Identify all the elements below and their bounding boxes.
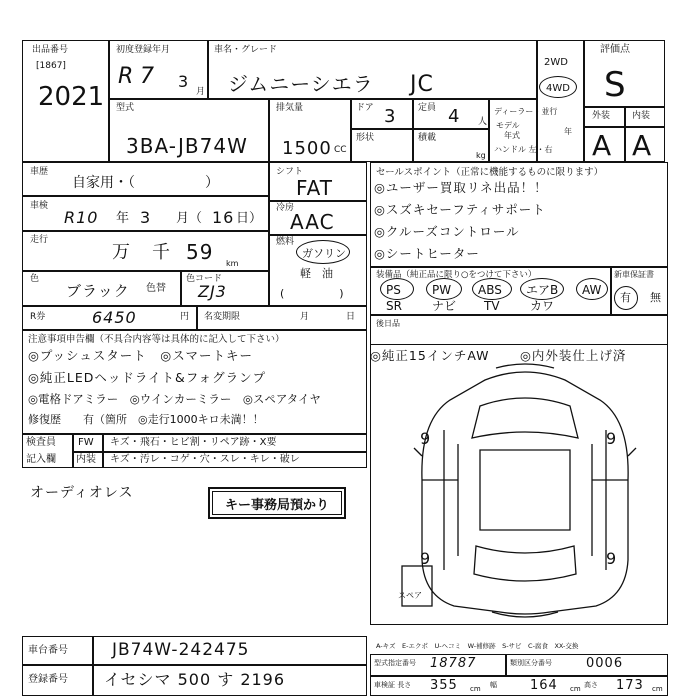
header-frame: [22, 40, 665, 162]
drive-2wd: 2WD: [544, 57, 568, 68]
equip-sr: SR: [386, 299, 402, 313]
drive-4wd: 4WD: [546, 83, 570, 94]
length-unit: cm: [470, 685, 481, 693]
insp-day: 16: [212, 208, 235, 227]
lot-sub: [1867]: [36, 61, 66, 71]
equip-abs-circle: [472, 278, 512, 300]
height-unit: cm: [652, 685, 663, 693]
sales-point-1: ◎ユーザー買取リネ出品！！: [374, 180, 548, 195]
fw-label: FW: [78, 437, 94, 448]
remark-audioless: オーディオレス: [30, 485, 134, 501]
form-number: 18787: [430, 656, 477, 671]
tire-mark-rear-right: 9: [606, 549, 617, 568]
lot-label: 出品番号: [32, 45, 69, 55]
notes-line-3: ◎電格ドアミラー ◎ウインカーミラー ◎スペアタイヤ: [28, 392, 321, 406]
recycle-label: R券: [30, 312, 46, 322]
equip-abs: ABS: [478, 283, 502, 297]
notes-line-4: 修復歴 有（箇所 ◎走行1000キロ未満！！: [28, 413, 264, 426]
insp-nen: 年: [116, 211, 130, 226]
color-code: ZJ3: [198, 282, 227, 301]
name-change-day: 日: [346, 312, 356, 322]
in-text: キズ・汚レ・コゲ・穴・スレ・キレ・破レ: [110, 454, 300, 465]
notes-heading: 注意事項申告欄（不具合内容等は具体的に記入して下さい）: [28, 334, 285, 345]
fuel: ガソリン: [302, 247, 346, 260]
sales-point-4: ◎シートヒーター: [374, 246, 480, 261]
exterior-grade: A: [592, 129, 613, 162]
color: ブラック: [66, 282, 130, 300]
height-label: 高さ: [584, 681, 598, 689]
inspection-label: 車検: [30, 201, 49, 211]
doors: 3: [384, 106, 397, 127]
notes-line-1: ◎プッシュスタート ◎スマートキー: [28, 348, 253, 363]
fw-text: キズ・飛石・ヒビ割・リペア跡・X要: [110, 437, 277, 448]
first-reg-month: 3: [178, 72, 190, 91]
month-label: 月: [196, 87, 206, 97]
displacement: 1500: [282, 138, 332, 159]
yen-unit: 円: [180, 312, 190, 322]
insp-era: R10: [64, 208, 99, 227]
drive-4wd-circle: [539, 76, 577, 98]
sales-points-heading: セールスポイント（正常に機能するものに限ります）: [376, 167, 604, 178]
recycle-value: 6450: [92, 308, 137, 327]
equip-airbag: エアB: [526, 283, 559, 297]
spare-label: スペア: [398, 591, 422, 600]
usage: 自家用・（ ）: [72, 175, 219, 191]
warranty-no: 無: [650, 291, 661, 304]
plate-label: 登録番号: [28, 674, 68, 685]
color-label: 色: [30, 274, 40, 284]
chassis-label: 車台番号: [28, 645, 68, 656]
equipment-heading: 装備品（純正品に限り○をつけて下さい）: [376, 270, 537, 280]
first-reg-era: R: [118, 64, 135, 89]
key-stamp: [208, 487, 346, 519]
class-number: 0006: [586, 656, 624, 671]
year-unit: 年: [564, 127, 572, 136]
warranty-yes-circle: [614, 286, 638, 310]
shape-label: 形状: [356, 133, 375, 143]
interior-label: 内装: [632, 111, 651, 121]
equip-pw-circle: [426, 278, 462, 300]
fuel-label: 燃料: [276, 237, 295, 247]
aftermarket-label: 後日品: [376, 319, 400, 328]
year-label: 年式: [504, 131, 520, 140]
fuel-paren: ( ): [280, 287, 344, 300]
equip-aw: AW: [582, 283, 602, 297]
right-note-1: ◎純正15インチAW: [370, 348, 490, 363]
plate-text: イセシマ 500 す 2196: [104, 670, 286, 689]
equip-ps: PS: [386, 283, 401, 297]
insp-getsu: 月（: [176, 211, 203, 226]
inspector-label-1: 検査員: [26, 437, 56, 448]
model-type-label: 型式: [116, 103, 135, 113]
width-label: 幅: [490, 681, 497, 689]
equip-tv: TV: [484, 299, 500, 313]
name-change-month: 月: [300, 312, 310, 322]
year-model: 2021: [38, 82, 105, 112]
equip-aw-circle: [576, 278, 608, 300]
recycle-frame: [22, 306, 367, 330]
shift: FAT: [296, 176, 334, 200]
insp-year: 3: [140, 208, 152, 227]
inspector-label-2: 記入欄: [26, 454, 56, 465]
cc-unit: CC: [334, 145, 347, 155]
tire-mark-front-left: 9: [420, 429, 431, 448]
ac: AAC: [290, 210, 335, 234]
grade: JC: [410, 72, 434, 97]
capacity: 4: [448, 106, 461, 127]
fuel-light-oil: 軽 油: [300, 267, 333, 280]
equip-leather: カワ: [530, 299, 555, 313]
car-name-label: 車名・グレード: [214, 45, 278, 55]
equip-pw: PW: [432, 283, 452, 297]
chassis-number: JB74W-242475: [112, 640, 250, 660]
exterior-label: 外装: [592, 111, 611, 121]
width-unit: cm: [570, 685, 581, 693]
equip-airbag-circle: [520, 278, 564, 300]
car-name: ジムニーシエラ: [228, 72, 374, 96]
model-type: 3BA-JB74W: [126, 134, 248, 158]
interior-grade: A: [632, 129, 653, 162]
tire-mark-rear-left: 9: [420, 549, 431, 568]
equip-navi: ナビ: [432, 299, 457, 313]
ac-label: 冷房: [276, 203, 295, 213]
insp-nichi: 日）: [236, 211, 263, 226]
in-label: 内装: [76, 454, 96, 465]
model-year-label: モデル: [496, 121, 520, 130]
score-label: 評価点: [600, 44, 630, 55]
name-change-label: 名変期限: [204, 312, 241, 322]
warranty-label: 新車保証書: [614, 270, 654, 279]
equip-ps-circle: [380, 278, 414, 300]
length: 355: [430, 678, 458, 693]
height: 173: [616, 678, 644, 693]
person-unit: 人: [478, 117, 488, 127]
sales-point-3: ◎クルーズコントロール: [374, 224, 520, 239]
key-stamp-text: キー事務局預かり: [224, 497, 329, 513]
right-note-2: ◎内外装仕上げ済: [520, 348, 627, 363]
form-number-label: 型式指定番号: [374, 659, 416, 667]
load-label: 積載: [418, 133, 437, 143]
fuel-circle: [296, 240, 350, 264]
first-reg-label: 初度登録年月: [116, 45, 171, 55]
capacity-label: 定員: [418, 103, 437, 113]
car-diagram: [400, 360, 650, 620]
class-number-label: 類別区分番号: [510, 659, 552, 667]
width: 164: [530, 678, 558, 693]
mileage-sen: 千: [152, 242, 170, 263]
notes-line-2: ◎純正LEDヘッドライト&フォグランプ: [28, 370, 267, 385]
mileage-man: 万: [112, 242, 130, 263]
warranty-yes: 有: [620, 291, 631, 304]
diagram-legend: A-キズ E-エクボ U-ヘコミ W-補修跡 S-サビ C-腐食 XX-交換: [376, 642, 579, 650]
doors-label: ドア: [356, 103, 374, 113]
color-change-label: 色替: [146, 283, 166, 294]
first-reg-year: 7: [140, 64, 155, 89]
usage-label: 車歴: [30, 167, 49, 177]
color-code-label: 色コード: [186, 274, 223, 284]
mileage-value: 59: [186, 240, 214, 264]
aftermarket-frame: [370, 315, 668, 345]
shift-label: シフト: [276, 167, 304, 177]
dealer-label: ディーラー・並行: [494, 107, 558, 116]
km-unit: km: [226, 259, 239, 268]
sales-point-2: ◎スズキセーフティサポート: [374, 202, 546, 217]
tire-mark-front-right: 9: [606, 429, 617, 448]
score: S: [604, 65, 627, 105]
mileage-label: 走行: [30, 235, 49, 245]
handle-label: ハンドル 左・右: [494, 145, 553, 154]
kg-unit: kg: [476, 151, 486, 160]
length-label: 車検証 長さ: [374, 681, 412, 689]
displacement-label: 排気量: [276, 103, 304, 113]
